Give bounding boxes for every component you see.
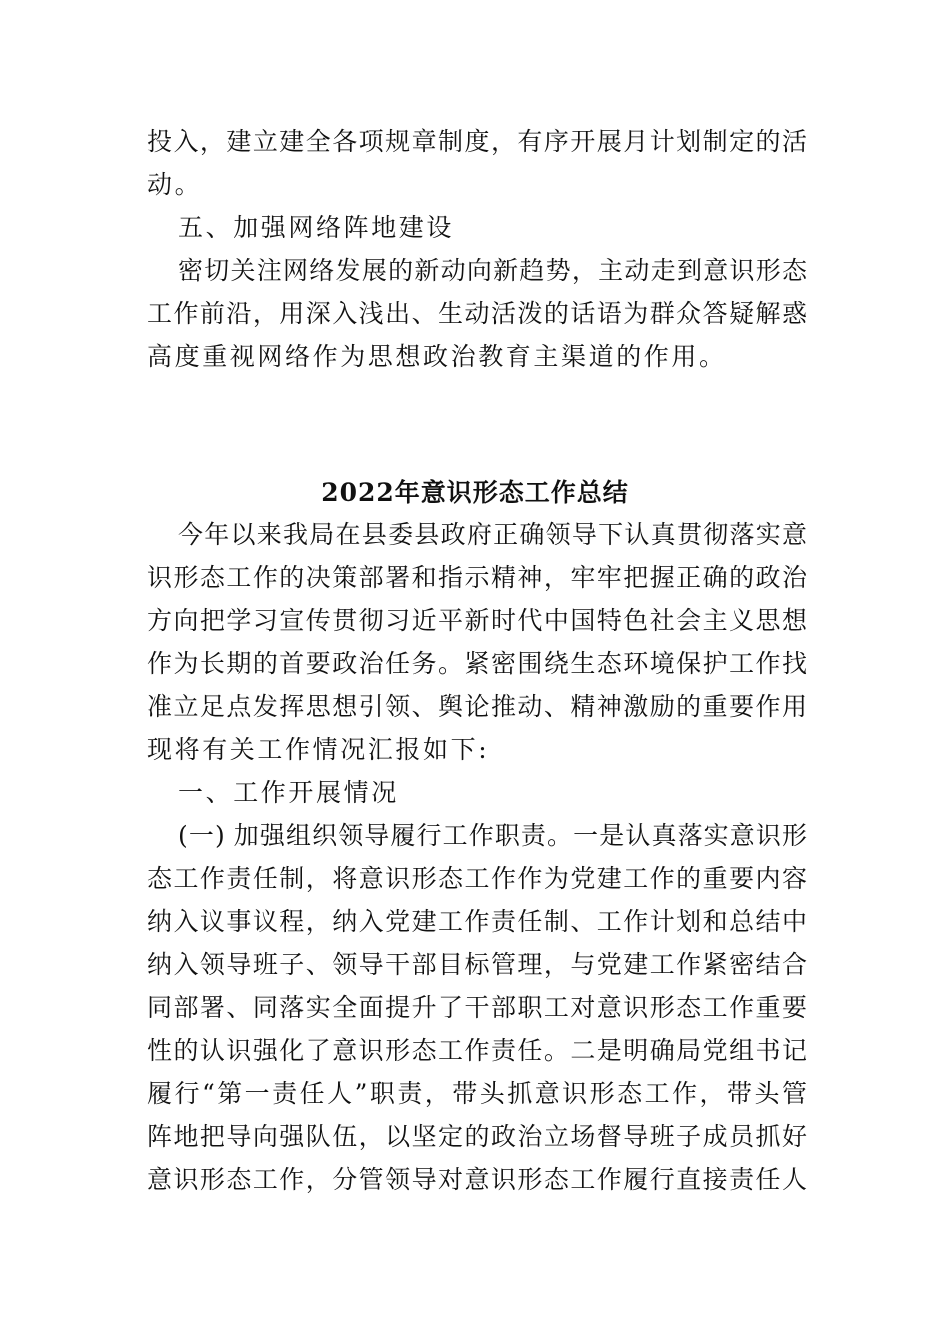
text-line: 性的认识强化了意识形态工作责任。二是明确局党组书记 [147, 1036, 807, 1065]
text-line: 纳入议事议程，纳入党建工作责任制、工作计划和总结中 [147, 907, 807, 936]
text-line: 识形态工作的决策部署和指示精神，牢牢把握正确的政治 [147, 563, 807, 592]
text-line: 作为长期的首要政治任务。紧密围绕生态环境保护工作找 [147, 649, 807, 678]
section-heading: 五、加强网络阵地建设 [178, 213, 455, 242]
text-line: 密切关注网络发展的新动向新趋势，主动走到意识形态 [178, 256, 807, 285]
section-heading: 一、工作开展情况 [178, 778, 399, 807]
text-line: 履行“第一责任人”职责，带头抓意识形态工作，带头管 [147, 1079, 807, 1108]
text-line: 工作前沿，用深入浅出、生动活泼的话语为群众答疑解惑 [147, 299, 807, 328]
text-line: 态工作责任制，将意识形态工作作为党建工作的重要内容 [147, 864, 807, 893]
text-line: 准立足点发挥思想引领、舆论推动、精神激励的重要作用 [147, 692, 807, 721]
text-line: 今年以来我局在县委县政府正确领导下认真贯彻落实意 [178, 520, 807, 549]
text-line: 高度重视网络作为思想政治教育主渠道的作用。 [147, 342, 727, 371]
text-line: (一) 加强组织领导履行工作职责。一是认真落实意识形 [178, 821, 807, 850]
text-line: 投入，建立建全各项规章制度，有序开展月计划制定的活 [147, 127, 807, 156]
text-line: 阵地把导向强队伍，以坚定的政治立场督导班子成员抓好 [147, 1122, 807, 1151]
text-line: 同部署、同落实全面提升了干部职工对意识形态工作重要 [147, 993, 807, 1022]
text-line: 纳入领导班子、领导干部目标管理，与党建工作紧密结合 [147, 950, 807, 979]
document-title: 2022年意识形态工作总结 [321, 478, 629, 507]
text-line: 方向把学习宣传贯彻习近平新时代中国特色社会主义思想 [147, 606, 807, 635]
text-line: 现将有关工作情况汇报如下: [147, 735, 490, 764]
text-line: 意识形态工作，分管领导对意识形态工作履行直接责任人 [147, 1165, 807, 1194]
text-line: 动。 [147, 170, 203, 199]
